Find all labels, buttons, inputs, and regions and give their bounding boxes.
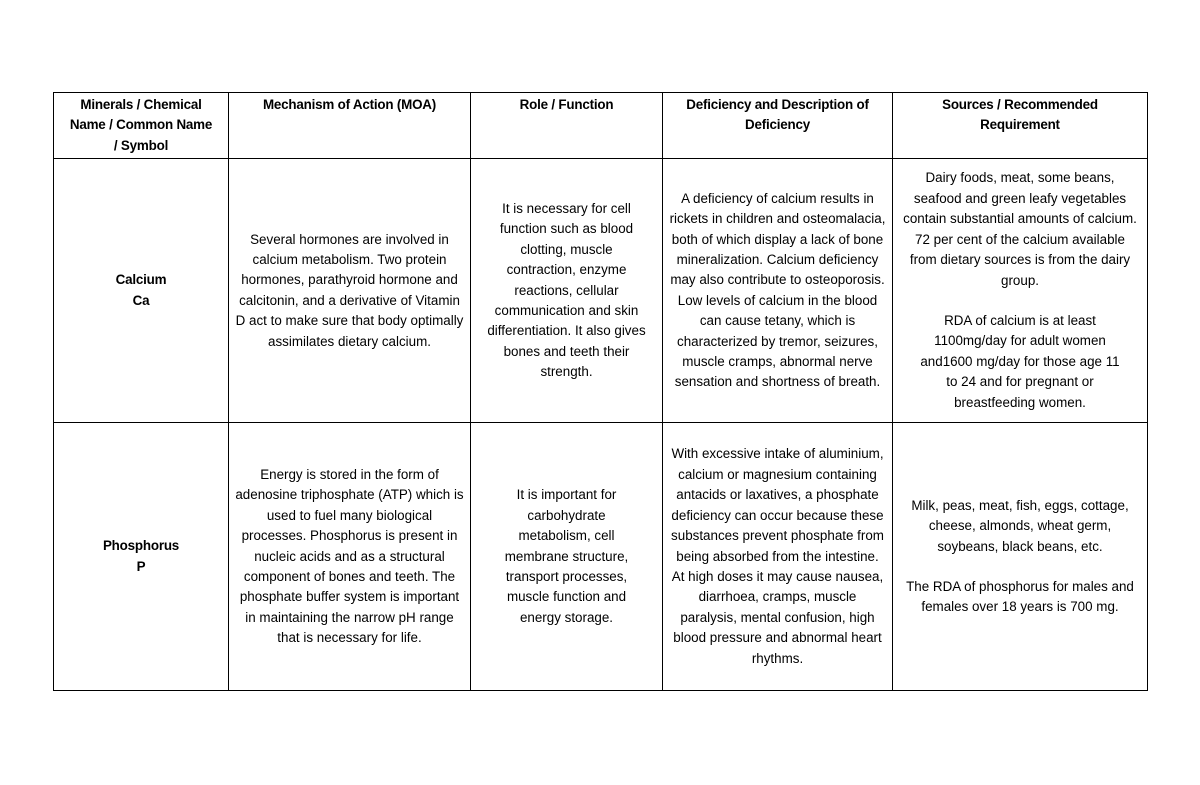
table-row [54,423,1148,691]
moa-cell: Several hormones are involved in calcium metabolism. Two protein hormones, parathyroid hormone and calcitonin, and a derivative of Vitamin D act to make sure that body optimally assimilates dietary calcium. [229,159,471,423]
sources-text: Milk, peas, meat, fish, eggs, cottage, cheese, almonds, wheat germ, soybeans, black beans, etc. [911,497,1129,554]
mineral-name: Calcium [115,272,167,288]
deficiency-cell: A deficiency of calcium results in rickets in children and osteomalacia, both of which display a lack of bone mineralization. Calcium deficiency may also contribute to osteoporosis. Low levels of calcium in the blood can cause tetany, which is characterized by tremor, seizures, muscle cramps, abnormal nerve sensation and shortness of breath. [663,159,893,423]
mineral-symbol: Ca [132,292,150,308]
mineral-name: Phosphorus [102,538,180,554]
header-deficiency: Deficiency and Description of Deficiency [663,93,893,159]
requirement-text: The RDA of phosphorus for males and females over 18 years is 700 mg. [906,578,1134,615]
header-sources-requirement: Sources / Recommended Requirement [893,93,1148,159]
sources-cell [893,159,1148,423]
header-mineral-name: Minerals / Chemical Name / Common Name / Symbol [54,93,229,159]
role-cell: It is necessary for cell function such as blood clotting, muscle contraction, enzyme reactions, cellular communication and skin differentiation. It also gives bones and teeth their strength. [471,159,663,423]
mineral-name-cell [54,423,229,691]
table-row [54,159,1148,423]
requirement-text: RDA of calcium is at least 1100mg/day for adult women and1600 mg/day for those age 11 to 24 and for pregnant or breastfeeding women. [920,312,1120,410]
minerals-table [53,92,1148,691]
table-header-row [54,93,1148,159]
header-mechanism-of-action: Mechanism of Action (MOA) [229,93,471,159]
sources-cell [893,423,1148,691]
deficiency-cell: With excessive intake of aluminium, calcium or magnesium containing antacids or laxatives, a phosphate deficiency can occur because these substances prevent phosphate from being absorbed from the intestine. At high doses it may cause nausea, diarrhoea, cramps, muscle paralysis, mental confusion, high blood pressure and abnormal heart rhythms. [663,423,893,691]
header-role-function: Role / Function [471,93,663,159]
role-cell: It is important for carbohydrate metabolism, cell membrane structure, transport processes, muscle function and energy storage. [471,423,663,691]
sources-text: Dairy foods, meat, some beans, seafood and green leafy vegetables contain substantial amounts of calcium. 72 per cent of the calcium available from dietary sources is from the dairy group. [903,170,1137,288]
moa-cell: Energy is stored in the form of adenosine triphosphate (ATP) which is used to fuel many biological processes. Phosphorus is present in nucleic acids and as a structural component of bones and teeth. The phosphate buffer system is important in maintaining the narrow pH range that is necessary for life. [229,423,471,691]
mineral-symbol: P [136,558,146,574]
mineral-name-cell [54,159,229,423]
